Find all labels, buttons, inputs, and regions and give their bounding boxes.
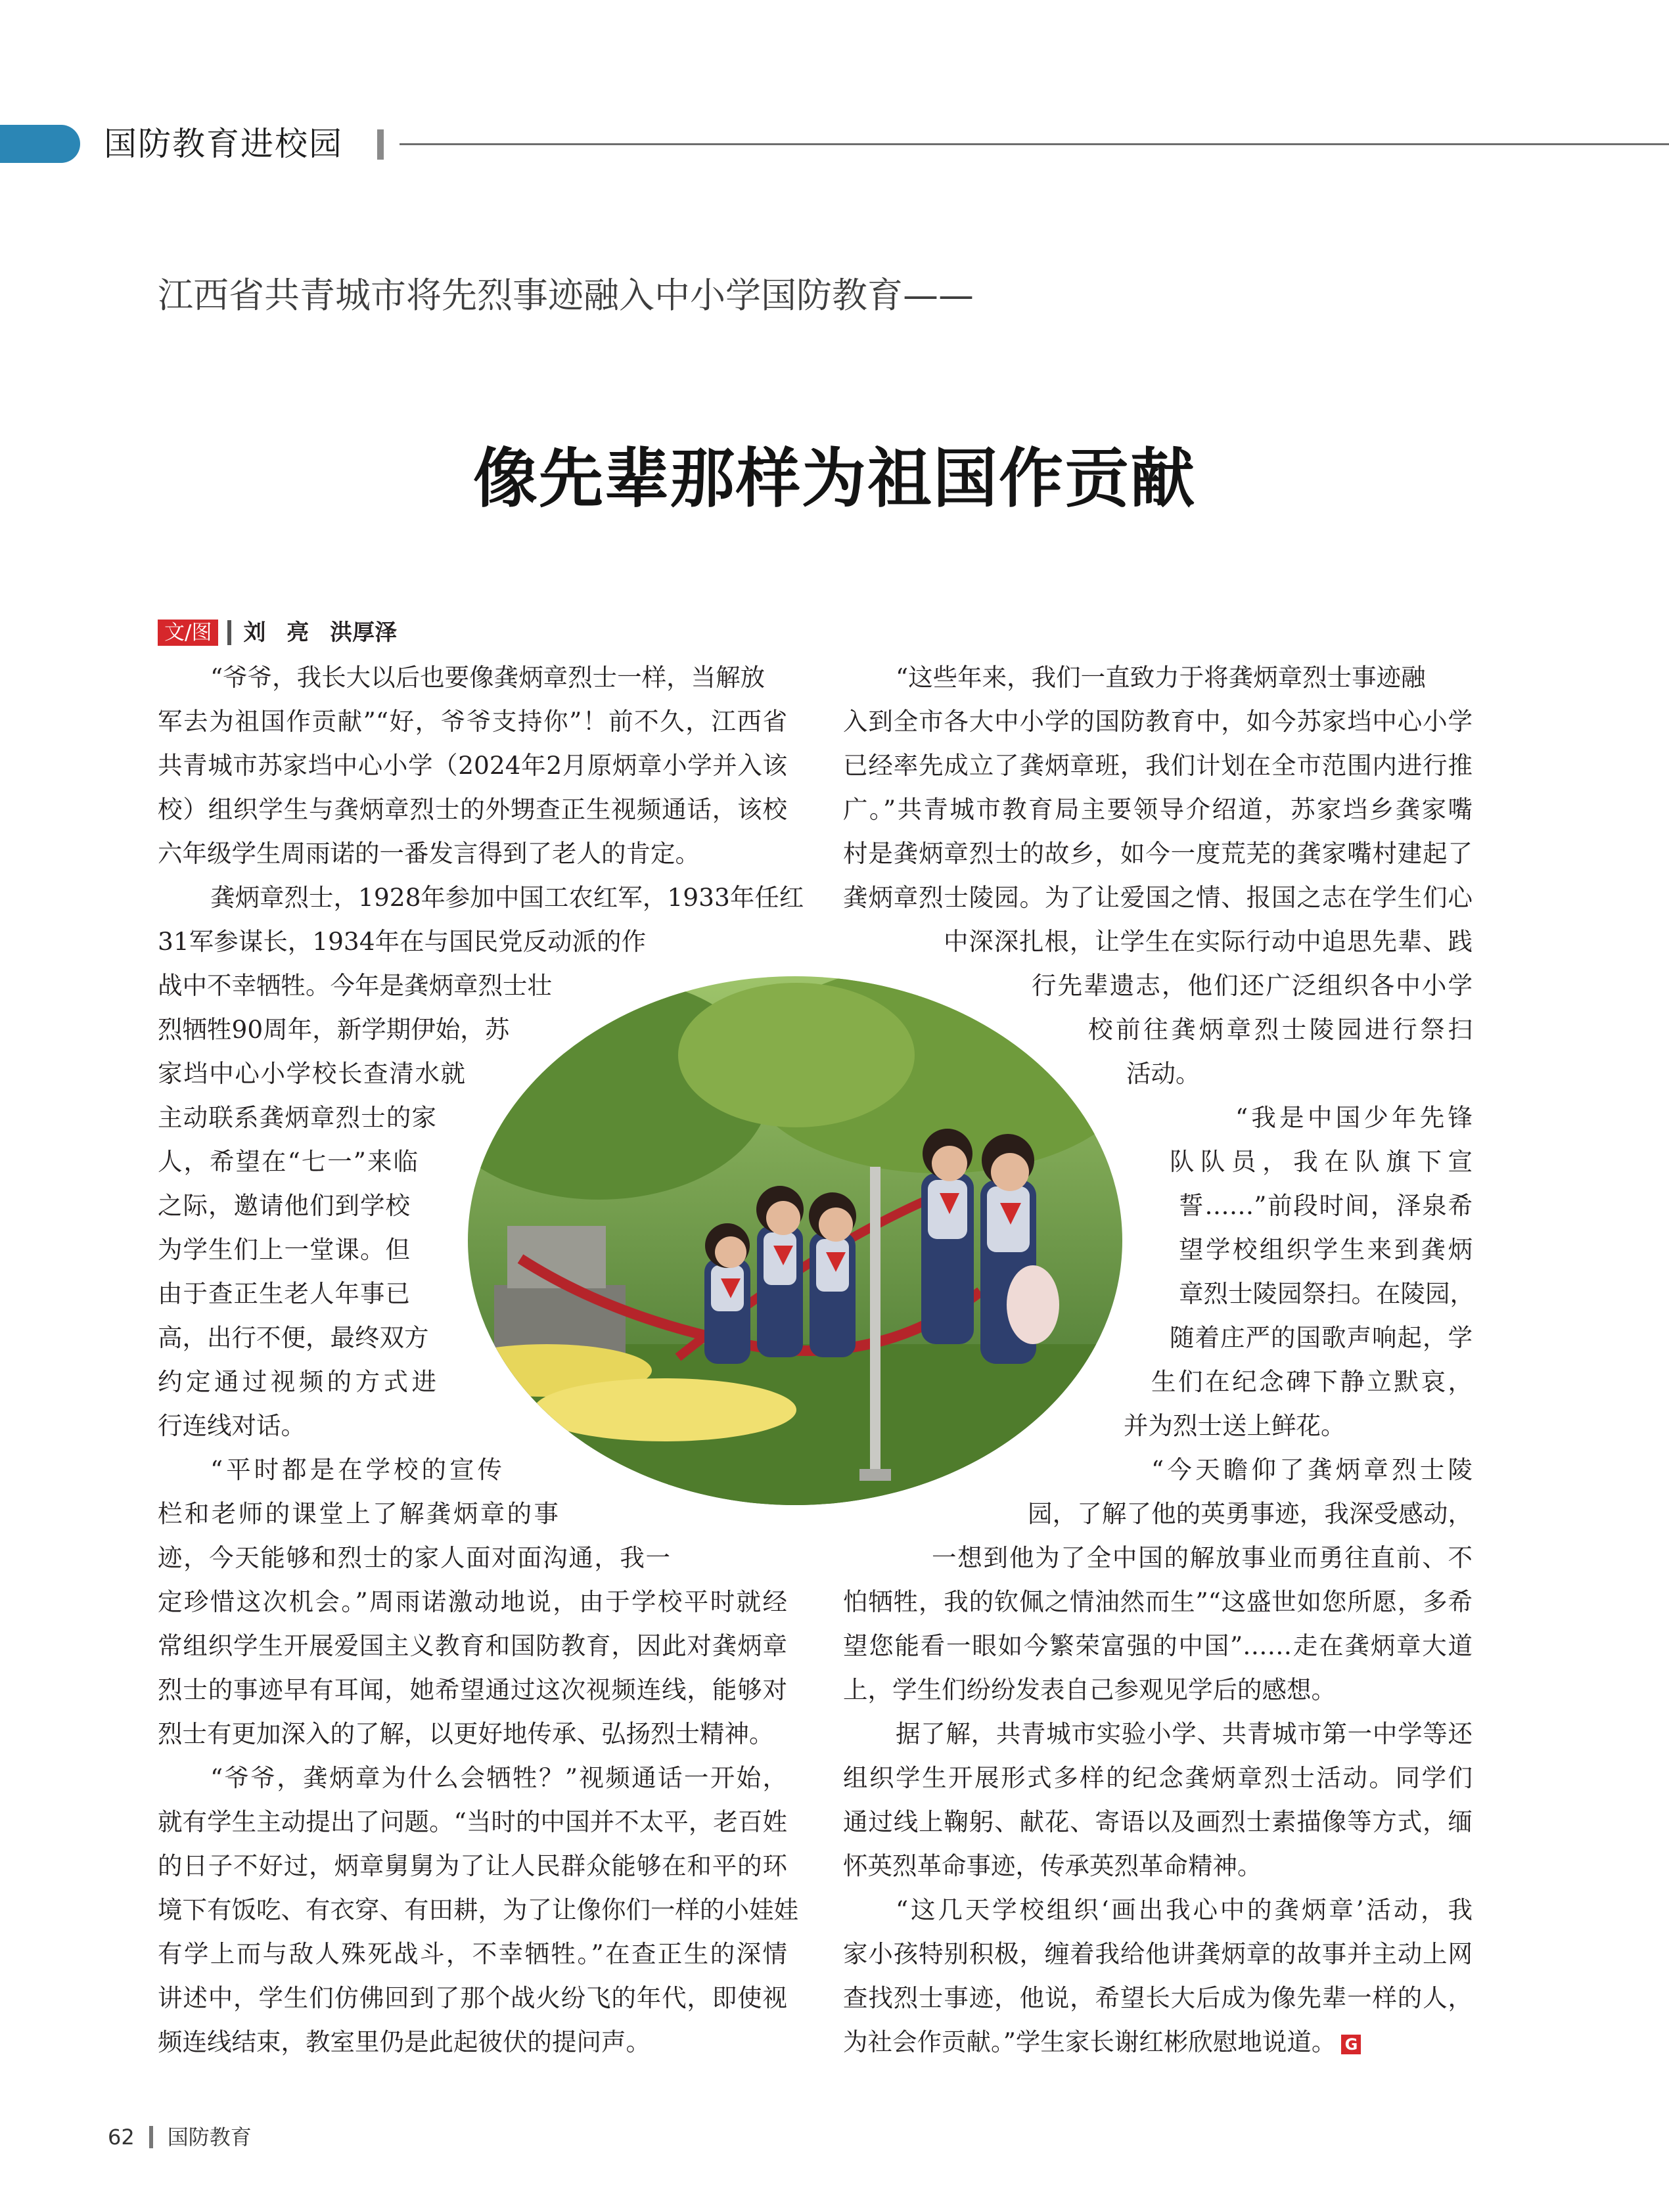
left-line: “平时都是在学校的宣传 bbox=[210, 1455, 502, 1484]
right-line: 怀英烈革命事迹，传承英烈革命精神。 bbox=[843, 1851, 1262, 1880]
article-subtitle: 江西省共青城市将先烈事迹融入中小学国防教育—— bbox=[158, 275, 974, 316]
left-line: 由于查正生老人年事已 bbox=[158, 1279, 410, 1308]
section-tab-marker bbox=[0, 125, 80, 163]
article-title: 像先辈那样为祖国作贡献 bbox=[472, 441, 1196, 516]
right-line: 誓……”前段时间，泽泉希 bbox=[1179, 1191, 1473, 1220]
right-line: 并为烈士送上鲜花。 bbox=[1124, 1411, 1346, 1440]
right-line: “我是中国少年先锋 bbox=[1235, 1103, 1473, 1132]
left-line: “爷爷，龚炳章为什么会牺牲？”视频通话一开始， bbox=[210, 1763, 787, 1792]
byline-tag: 文/图 bbox=[158, 620, 218, 646]
section-title: 国防教育进校园 bbox=[104, 125, 343, 163]
left-line: 烈牺牲90周年，新学期伊始，苏 bbox=[158, 1015, 510, 1044]
end-mark-icon: G bbox=[1341, 2035, 1361, 2054]
left-line: 主动联系龚炳章烈士的家 bbox=[158, 1103, 436, 1132]
left-line: 的日子不好过，炳章舅舅为了让人民群众能够在和平的环 bbox=[158, 1851, 787, 1880]
left-line: “爷爷，我长大以后也要像龚炳章烈士一样，当解放 bbox=[210, 663, 766, 692]
left-line: 校）组织学生与龚炳章烈士的外甥查正生视频通话，该校 bbox=[158, 795, 787, 824]
left-line: 栏和老师的课堂上了解龚炳章的事 bbox=[158, 1499, 559, 1528]
right-line: 随着庄严的国歌声响起，学 bbox=[1170, 1323, 1473, 1352]
right-line: 据了解，共青城市实验小学、共青城市第一中学等还 bbox=[896, 1719, 1473, 1748]
students-memorial-photo bbox=[468, 976, 1122, 1505]
page-number: 62 bbox=[108, 2125, 135, 2150]
right-line: 查找烈士事迹，他说，希望长大后成为像先辈一样的人， bbox=[843, 1983, 1473, 2012]
right-line: 龚炳章烈士陵园。为了让爱国之情、报国之志在学生们心 bbox=[843, 883, 1473, 912]
right-line: 校前往龚炳章烈士陵园进行祭扫 bbox=[1088, 1015, 1473, 1044]
left-line: 频连线结束，教室里仍是此起彼伏的提问声。 bbox=[158, 2027, 651, 2056]
left-line: 有学上而与敌人殊死战斗，不幸牺牲。”在查正生的深情 bbox=[158, 1939, 787, 1968]
section-divider-bar bbox=[377, 129, 384, 160]
right-line: 广。”共青城市教育局主要领导介绍道，苏家垱乡龚家嘴 bbox=[843, 795, 1473, 824]
right-line-last bbox=[843, 2020, 1473, 2064]
left-line: 高，出行不便，最终双方 bbox=[158, 1323, 429, 1352]
right-line: 望学校组织学生来到龚炳 bbox=[1179, 1235, 1473, 1264]
footer-divider bbox=[149, 2126, 153, 2148]
byline-authors: 刘 亮 洪厚泽 bbox=[243, 620, 398, 646]
article-photo bbox=[468, 976, 1122, 1505]
left-line: 定珍惜这次机会。”周雨诺激动地说，由于学校平时就经 bbox=[158, 1587, 787, 1616]
page-footer bbox=[108, 2121, 252, 2154]
byline-divider bbox=[227, 620, 231, 645]
left-line: 迹，今天能够和烈士的家人面对面沟通，我一 bbox=[158, 1543, 670, 1572]
right-line: 行先辈遗志，他们还广泛组织各中小学 bbox=[1032, 971, 1473, 1000]
right-line: 村是龚炳章烈士的故乡，如今一度荒芜的龚家嘴村建起了 bbox=[843, 839, 1473, 868]
left-line: 就有学生主动提出了问题。“当时的中国并不太平，老百姓 bbox=[158, 1807, 787, 1836]
left-line: 境下有饭吃、有衣穿、有田耕，为了让像你们一样的小娃娃 bbox=[158, 1895, 798, 1924]
right-line: “这些年来，我们一直致力于将龚炳章烈士事迹融 bbox=[896, 663, 1426, 692]
right-line: 通过线上鞠躬、献花、寄语以及画烈士素描像等方式，缅 bbox=[843, 1807, 1473, 1836]
right-line: 组织学生开展形式多样的纪念龚炳章烈士活动。同学们 bbox=[843, 1763, 1473, 1792]
right-line: “这几天学校组织‘画出我心中的龚炳章’活动，我 bbox=[896, 1895, 1473, 1924]
right-line: 园，了解了他的英勇事迹，我深受感动， bbox=[1028, 1499, 1473, 1528]
left-line: 讲述中，学生们仿佛回到了那个战火纷飞的年代，即使视 bbox=[158, 1983, 787, 2012]
left-line: 约定通过视频的方式进 bbox=[158, 1367, 436, 1396]
right-line: 生们在纪念碑下静立默哀， bbox=[1151, 1367, 1473, 1396]
right-line: 已经率先成立了龚炳章班，我们计划在全市范围内进行推 bbox=[843, 751, 1473, 780]
left-line: 六年级学生周雨诺的一番发言得到了老人的肯定。 bbox=[158, 839, 700, 868]
right-line: 队队员，我在队旗下宣 bbox=[1170, 1147, 1473, 1176]
left-line: 之际，邀请他们到学校 bbox=[158, 1191, 410, 1220]
left-line: 烈士的事迹早有耳闻，她希望通过这次视频连线，能够对 bbox=[158, 1675, 787, 1704]
left-line: 为学生们上一堂课。但 bbox=[158, 1235, 410, 1264]
left-line: 行连线对话。 bbox=[158, 1411, 306, 1440]
right-line: “今天瞻仰了龚炳章烈士陵 bbox=[1151, 1455, 1473, 1484]
left-line: 共青城市苏家垱中心小学（2024年2月原炳章小学并入该 bbox=[158, 751, 787, 780]
right-line: 一想到他为了全中国的解放事业而勇往直前、不 bbox=[932, 1543, 1473, 1572]
left-line: 人，希望在“七一”来临 bbox=[158, 1147, 418, 1176]
right-line: 上，学生们纷纷发表自己参观见学后的感想。 bbox=[843, 1675, 1336, 1704]
right-line: 章烈士陵园祭扫。在陵园， bbox=[1179, 1279, 1475, 1308]
left-line: 军去为祖国作贡献”“好，爷爷支持你”！前不久，江西省 bbox=[158, 707, 787, 736]
right-line: 家小孩特别积极，缠着我给他讲龚炳章的故事并主动上网 bbox=[843, 1939, 1473, 1968]
left-line: 31军参谋长，1934年在与国民党反动派的作 bbox=[158, 927, 647, 956]
right-line: 为社会作贡献。”学生家长谢红彬欣慰地说道。 bbox=[843, 2027, 1337, 2056]
left-line: 常组织学生开展爱国主义教育和国防教育，因此对龚炳章 bbox=[158, 1631, 787, 1660]
byline bbox=[158, 618, 397, 648]
left-line: 龚炳章烈士，1928年参加中国工农红军，1933年任红 bbox=[210, 883, 804, 912]
magazine-name: 国防教育 bbox=[167, 2125, 252, 2150]
left-line: 战中不幸牺牲。今年是龚炳章烈士壮 bbox=[158, 971, 552, 1000]
right-line: 中深深扎根，让学生在实际行动中追思先辈、践 bbox=[944, 927, 1473, 956]
left-line: 烈士有更加深入的了解，以更好地传承、弘扬烈士精神。 bbox=[158, 1719, 774, 1748]
left-line: 家垱中心小学校长查清水就 bbox=[158, 1059, 465, 1088]
right-line: 入到全市各大中小学的国防教育中，如今苏家垱中心小学 bbox=[843, 707, 1473, 736]
header-rule bbox=[400, 143, 1669, 145]
right-line: 活动。 bbox=[1126, 1059, 1200, 1088]
right-line: 怕牺牲，我的钦佩之情油然而生”“这盛世如您所愿，多希 bbox=[843, 1587, 1473, 1616]
right-line: 望您能看一眼如今繁荣富强的中国”……走在龚炳章大道 bbox=[843, 1631, 1473, 1660]
